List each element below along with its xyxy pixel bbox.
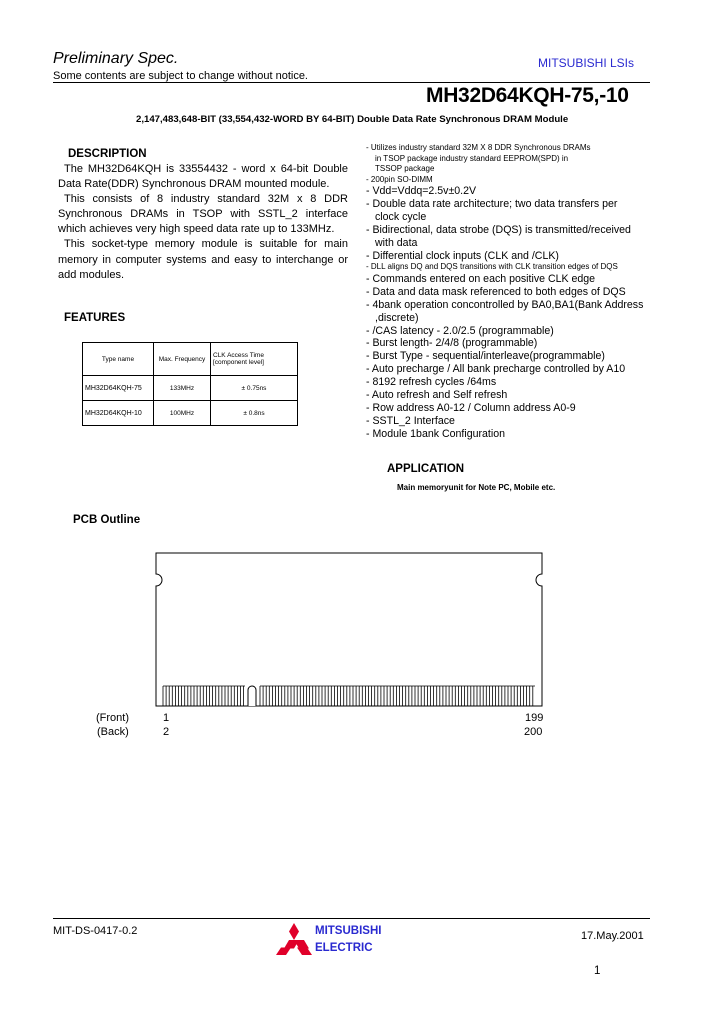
- feature-line: - Differential clock inputs (CLK and /CLK): [366, 249, 559, 262]
- pcb-outline-heading: PCB Outline: [73, 514, 141, 526]
- description-paragraph: This consists of 8 industry standard 32M x 8 DDR Synchronous DRAMs in TSOP with SSTL_2 interface which achieves very high speed data rate up to 133MHz.: [58, 193, 348, 236]
- description-heading: DESCRIPTION: [68, 148, 147, 160]
- feature-line: in TSOP package industry standard EEPROM(SPD) in: [375, 153, 569, 163]
- pcb-board-outline: [156, 553, 542, 706]
- document-subtitle: 2,147,483,648-BIT (33,554,432-WORD BY 64-BIT) Double Data Rate Synchronous DRAM Module: [136, 114, 569, 125]
- pcb-key-notch: [248, 686, 256, 706]
- pcb-pins: [163, 686, 535, 706]
- table-header-cell: CLK Access Time [component level]: [211, 343, 298, 376]
- feature-line: - Module 1bank Configuration: [366, 427, 505, 440]
- feature-line: with data: [375, 236, 418, 249]
- back-last-pin: 200: [524, 726, 543, 738]
- table-cell: MH32D64KQH-10: [83, 401, 154, 426]
- description-paragraph: The MH32D64KQH is 33554432 - word x 64-bit Double Data Rate(DDR) Synchronous DRAM mounted module.: [58, 163, 348, 191]
- feature-line: - Row address A0-12 / Column address A0-9: [366, 402, 576, 414]
- description-paragraph: This socket-type memory module is suitable for main memory in computer systems and easy to interchange or add modules.: [58, 238, 348, 281]
- table-cell: 133MHz: [154, 376, 211, 401]
- feature-line: - Auto refresh and Self refresh: [366, 389, 508, 402]
- front-first-pin: 1: [163, 712, 170, 724]
- feature-line: - 8192 refresh cycles /64ms: [366, 376, 497, 389]
- document-id: MIT-DS-0417-0.2: [53, 925, 138, 937]
- application-heading: APPLICATION: [387, 463, 465, 475]
- feature-line: - 4bank operation concontrolled by BA0,BA1(Bank Address: [366, 298, 644, 311]
- back-first-pin: 2: [163, 726, 170, 738]
- table-header-cell: Type name: [83, 343, 154, 376]
- feature-line: TSSOP package: [375, 164, 435, 173]
- feature-line: - Utilizes industry standard 32M X 8 DDR Synchronous DRAMs: [366, 143, 591, 152]
- feature-line: clock cycle: [375, 210, 427, 223]
- feature-line: - Auto precharge / All bank precharge controlled by A10: [366, 363, 626, 376]
- feature-line: ,discrete): [375, 311, 419, 324]
- document-date: 17.May.2001: [581, 930, 644, 942]
- feature-line: - Burst length- 2/4/8 (programmable): [366, 337, 538, 350]
- back-label: (Back): [97, 726, 129, 738]
- feature-line: - Commands entered on each positive CLK edge: [366, 272, 596, 285]
- change-notice: Some contents are subject to change without notice.: [53, 70, 308, 82]
- application-text: Main memoryunit for Note PC, Mobile etc.: [397, 483, 556, 492]
- table-cell: ± 0.75ns: [211, 376, 298, 401]
- front-label: (Front): [96, 712, 129, 724]
- feature-line: - Double data rate architecture; two data transfers per: [366, 197, 618, 210]
- table-cell: ± 0.8ns: [211, 401, 298, 426]
- feature-line: - DLL aligns DQ and DQS transitions with CLK transition edges of DQS: [366, 262, 618, 272]
- preliminary-label: Preliminary Spec.: [53, 50, 179, 67]
- feature-line: - /CAS latency - 2.0/2.5 (programmable): [366, 324, 554, 337]
- feature-line: - 200pin SO-DIMM: [366, 174, 433, 184]
- feature-line: - SSTL_2 Interface: [366, 414, 455, 427]
- mitsubishi-logo-icon: [276, 922, 312, 956]
- logo-text-line1: MITSUBISHI: [315, 925, 382, 937]
- front-last-pin: 199: [525, 712, 544, 724]
- feature-line: - Burst Type - sequential/interleave(programmable): [366, 350, 605, 363]
- feature-line: - Data and data mask referenced to both edges of DQS: [366, 285, 626, 298]
- table-cell: MH32D64KQH-75: [83, 376, 154, 401]
- pcb-board: [156, 553, 542, 706]
- logo-text-line2: ELECTRIC: [315, 942, 373, 954]
- table-cell: 100MHz: [154, 401, 211, 426]
- features-heading: FEATURES: [64, 312, 126, 324]
- part-number: MH32D64KQH-75,-10: [426, 84, 629, 107]
- feature-line: - Vdd=Vddq=2.5v±0.2V: [366, 185, 477, 197]
- page-number: 1: [594, 965, 601, 977]
- brand-label: MITSUBISHI LSIs: [538, 56, 635, 70]
- footer-rule: [53, 918, 650, 919]
- table-header-cell: Max. Frequency: [154, 343, 211, 376]
- feature-line: - Bidirectional, data strobe (DQS) is transmitted/received: [366, 223, 631, 236]
